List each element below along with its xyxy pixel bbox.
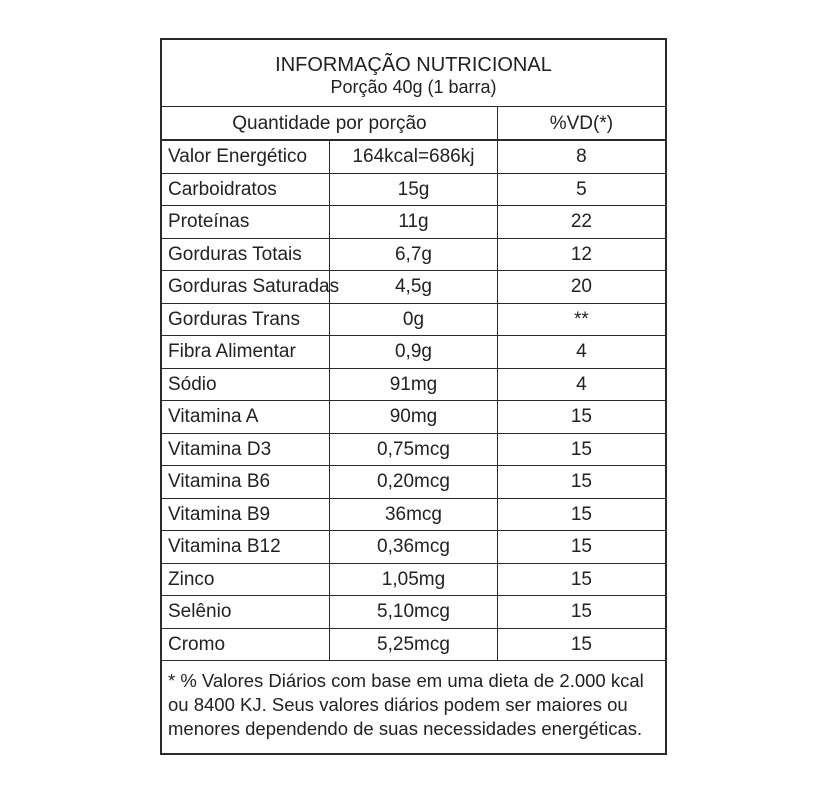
nutrient-quantity: 5,10mcg <box>330 596 498 629</box>
nutrient-row <box>162 368 665 401</box>
nutrient-row <box>162 498 665 531</box>
nutrient-row <box>162 336 665 369</box>
nutrient-vd: 15 <box>497 433 665 466</box>
nutrient-quantity: 0g <box>330 303 498 336</box>
nutrient-name: Vitamina B6 <box>162 466 330 499</box>
nutrient-vd: 15 <box>497 498 665 531</box>
nutrient-row <box>162 238 665 271</box>
nutrient-row <box>162 271 665 304</box>
nutrient-vd: 20 <box>497 271 665 304</box>
nutrient-name: Sódio <box>162 368 330 401</box>
nutrient-vd: 4 <box>497 336 665 369</box>
nutrient-quantity: 6,7g <box>330 238 498 271</box>
nutrient-name: Valor Energético <box>162 141 330 174</box>
nutrient-row <box>162 596 665 629</box>
nutrient-quantity: 91mg <box>330 368 498 401</box>
nutrient-vd: 5 <box>497 173 665 206</box>
nutrient-vd: ** <box>497 303 665 336</box>
nutrient-quantity: 1,05mg <box>330 563 498 596</box>
nutrient-row <box>162 531 665 564</box>
nutrient-quantity: 15g <box>330 173 498 206</box>
nutrient-row <box>162 466 665 499</box>
nutrient-row <box>162 173 665 206</box>
nutrient-vd: 12 <box>497 238 665 271</box>
portion-size: Porção 40g (1 barra) <box>330 76 497 97</box>
nutrient-vd: 15 <box>497 596 665 629</box>
nutrient-quantity: 0,75mcg <box>330 433 498 466</box>
nutrient-name: Selênio <box>162 596 330 629</box>
nutrient-vd: 15 <box>497 563 665 596</box>
header-vd: %VD(*) <box>497 107 665 140</box>
nutrition-facts-label <box>160 38 667 755</box>
header-quantity: Quantidade por porção <box>162 107 497 140</box>
title-row <box>162 40 665 107</box>
nutrient-vd: 8 <box>497 141 665 174</box>
nutrient-vd: 22 <box>497 206 665 239</box>
nutrient-name: Vitamina B9 <box>162 498 330 531</box>
nutrient-row <box>162 563 665 596</box>
nutrient-vd: 15 <box>497 466 665 499</box>
nutrient-name: Cromo <box>162 628 330 661</box>
nutrient-quantity: 0,36mcg <box>330 531 498 564</box>
nutrient-name: Proteínas <box>162 206 330 239</box>
nutrient-quantity: 90mg <box>330 401 498 434</box>
nutrient-name: Gorduras Saturadas <box>162 271 330 304</box>
label-title: INFORMAÇÃO NUTRICIONAL <box>275 53 552 76</box>
nutrient-name: Fibra Alimentar <box>162 336 330 369</box>
nutrient-name: Vitamina D3 <box>162 433 330 466</box>
nutrient-name: Vitamina B12 <box>162 531 330 564</box>
nutrient-name: Gorduras Trans <box>162 303 330 336</box>
nutrient-vd: 15 <box>497 628 665 661</box>
nutrient-row <box>162 206 665 239</box>
nutrient-vd: 4 <box>497 368 665 401</box>
nutrient-quantity: 0,20mcg <box>330 466 498 499</box>
nutrient-row <box>162 303 665 336</box>
nutrient-quantity: 4,5g <box>330 271 498 304</box>
nutrient-quantity: 164kcal=686kj <box>330 141 498 174</box>
nutrient-quantity: 11g <box>330 206 498 239</box>
nutrient-quantity: 0,9g <box>330 336 498 369</box>
nutrient-quantity: 5,25mcg <box>330 628 498 661</box>
nutrient-row <box>162 401 665 434</box>
nutrient-name: Gorduras Totais <box>162 238 330 271</box>
footnote-row <box>162 661 665 754</box>
nutrient-name: Zinco <box>162 563 330 596</box>
nutrient-name: Carboidratos <box>162 173 330 206</box>
nutrient-vd: 15 <box>497 531 665 564</box>
nutrient-row <box>162 433 665 466</box>
header-row <box>162 107 665 140</box>
nutrient-vd: 15 <box>497 401 665 434</box>
nutrition-table <box>162 40 665 753</box>
footnote: * % Valores Diários com base em uma dieta de 2.000 kcal ou 8400 KJ. Seus valores diários podem ser maiores ou menores dependendo de suas necessidades energéticas. <box>162 661 665 754</box>
nutrient-quantity: 36mcg <box>330 498 498 531</box>
nutrient-row <box>162 628 665 661</box>
title-cell <box>162 40 665 107</box>
nutrient-row <box>162 141 665 174</box>
nutrient-name: Vitamina A <box>162 401 330 434</box>
